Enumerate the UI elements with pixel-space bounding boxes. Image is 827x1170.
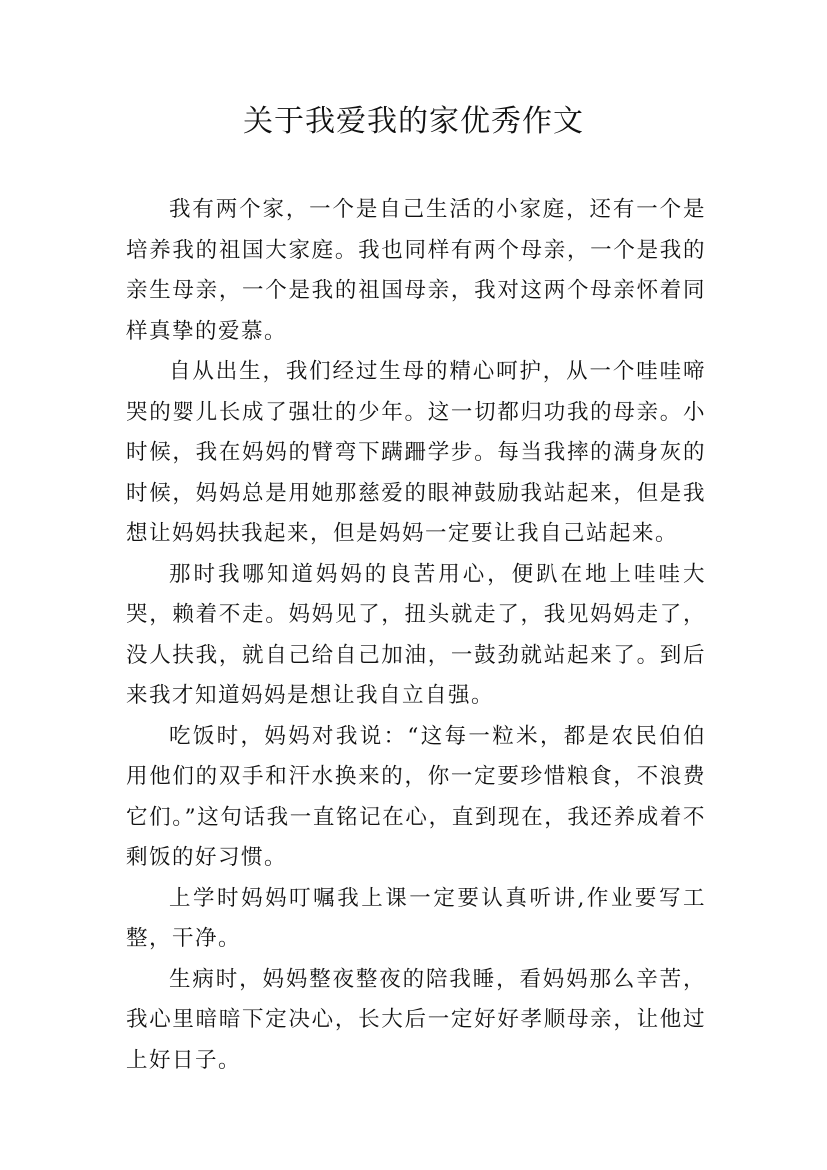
paragraph: 自从出生，我们经过生母的精心呵护，从一个哇哇啼哭的婴儿长成了强壮的少年。这一切都归功我的母亲。小时候，我在妈妈的臂弯下蹒跚学步。每当我摔的满身灰的时候，妈妈总是用她那慈爱的眼神鼓励我站起来，但是我想让妈妈扶我起来，但是妈妈一定要让我自己站起来。 — [126, 359, 706, 546]
document-title: 关于我爱我的家优秀作文 — [243, 104, 584, 139]
paragraph: 吃饭时，妈妈对我说：“这每一粒米，都是农民伯伯用他们的双手和汗水换来的，你一定要珍惜粮食，不浪费它们。”这句话我一直铭记在心，直到现在，我还养成着不剩饭的好习惯。 — [126, 723, 706, 870]
paragraph: 那时我哪知道妈妈的良苦用心，便趴在地上哇哇大哭，赖着不走。妈妈见了，扭头就走了，我见妈妈走了，没人扶我，就自己给自己加油，一鼓劲就站起来了。到后来我才知道妈妈是想让我自立自强。 — [126, 561, 706, 708]
paragraph: 我有两个家，一个是自己生活的小家庭，还有一个是培养我的祖国大家庭。我也同样有两个母亲，一个是我的亲生母亲，一个是我的祖国母亲，我对这两个母亲怀着同样真挚的爱慕。 — [126, 197, 706, 344]
paragraph: 生病时，妈妈整夜整夜的陪我睡，看妈妈那么辛苦，我心里暗暗下定决心，长大后一定好好孝顺母亲，让他过上好日子。 — [126, 966, 706, 1073]
paragraph: 上学时妈妈叮嘱我上课一定要认真听讲,作业要写工整，干净。 — [126, 885, 706, 951]
document-body — [126, 190, 706, 1081]
